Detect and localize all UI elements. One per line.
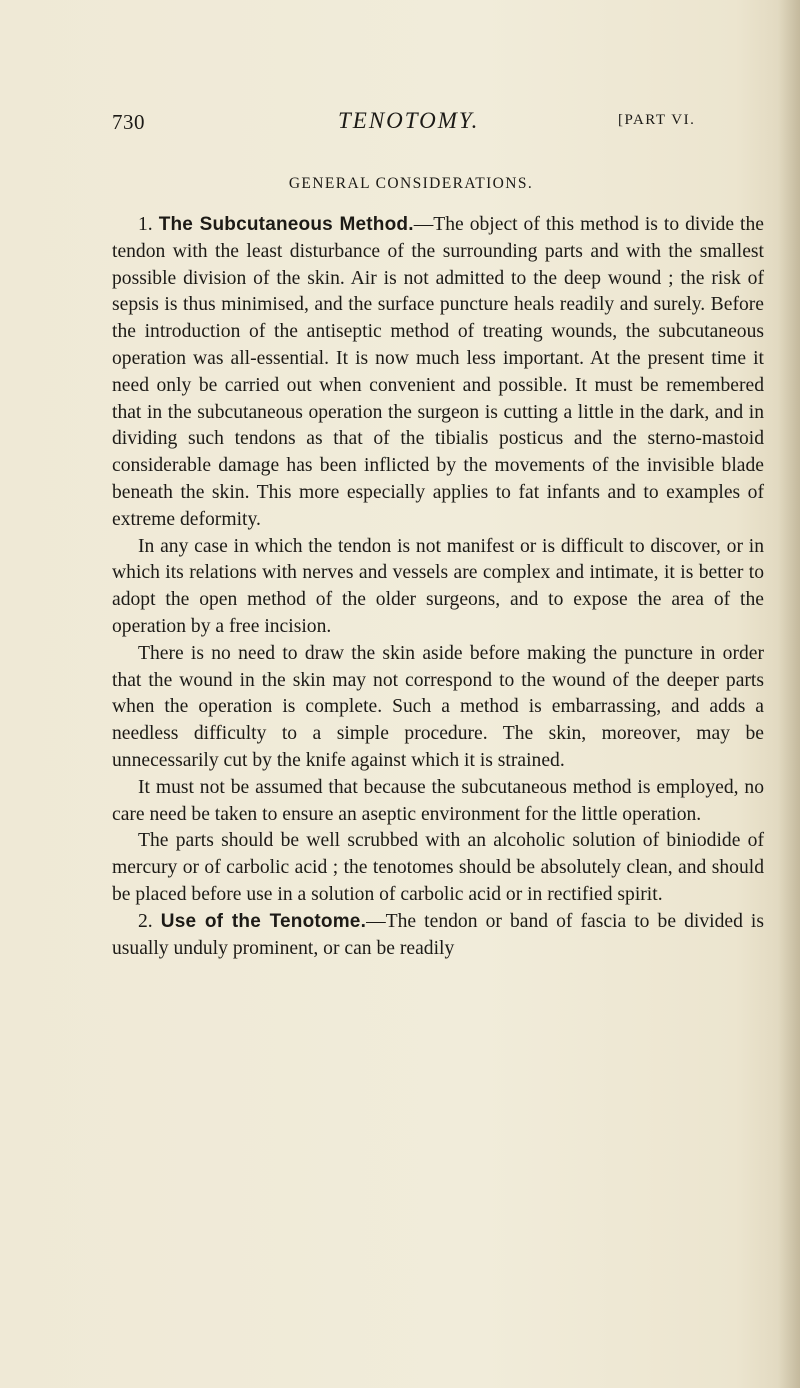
section-heading: GENERAL CONSIDERATIONS. [288, 175, 534, 192]
paragraph-6 [112, 909, 764, 963]
paragraph-text: —The object of this method is to divide the tendon with the least disturbance of the surrounding parts and with the smallest possible division of the skin. Air is not admitted to the deep wound ; the risk of sepsis is thus minimised, and the surface puncture heals readily and surely. Before the introduction of the antiseptic method of treating wounds, the subcutaneous operation was all-essential. It is now much less important. At the present time it need only be carried out when convenient and possible. It must be remembered that in the subcutaneous operation the surgeon is cutting a little in the dark, and in dividing such tendons as that of the tibialis posticus and the sterno-mastoid considerable damage has been inflicted by the movements of the invisible blade beneath the skin. This more especially applies to fat infants and to examples of extreme deformity. [112, 214, 764, 530]
page-number: 730 [112, 110, 145, 134]
paragraph-1 [112, 212, 764, 534]
paragraph-5 [112, 828, 764, 908]
paragraph-number: 1. [138, 214, 153, 235]
paragraph-text: —The tendon or band of fascia to be divided is usually unduly prominent, or can be readily [112, 910, 765, 959]
paragraph-text: It must not be assumed that because the subcutaneous method is employed, no care need be taken to ensure an aseptic environment for the little operation. [112, 776, 764, 825]
paragraph-text: In any case in which the tendon is not manifest or is difficult to discover, or in which its relations with nerves and vessels are complex and intimate, it is better to adopt the open method of the older surgeons, and to expose the area of the operation by a free incision. [112, 535, 764, 637]
paragraph-4 [112, 775, 764, 829]
paragraph-text: The parts should be well scrubbed with an alcoholic solution of biniodide of mercury or of carbolic acid ; the tenotomes should be absolutely clean, and should be placed before use in a solution of carbolic acid or in rectified spirit. [112, 830, 764, 905]
paragraph-text: There is no need to draw the skin aside before making the puncture in order that the wound in the skin may not correspond to the wound of the deeper parts when the operation is complete. Such a method is embarrassing, and adds a needless difficulty to a simple procedure. The skin, moreover, may be unnecessarily cut by the knife against which it is strained. [112, 642, 764, 771]
running-title: TENOTOMY. [338, 108, 480, 133]
page-edge-shadow [778, 0, 800, 1388]
paragraph-number: 2. [138, 910, 153, 932]
part-label: [PART VI. [618, 112, 696, 128]
run-in-heading: Use of the Tenotome. [160, 910, 367, 932]
body-text [112, 212, 764, 962]
paragraph-2 [112, 534, 764, 641]
run-in-heading: The Subcutaneous Method. [158, 214, 414, 235]
paragraph-3 [112, 641, 764, 775]
running-head [112, 110, 732, 140]
